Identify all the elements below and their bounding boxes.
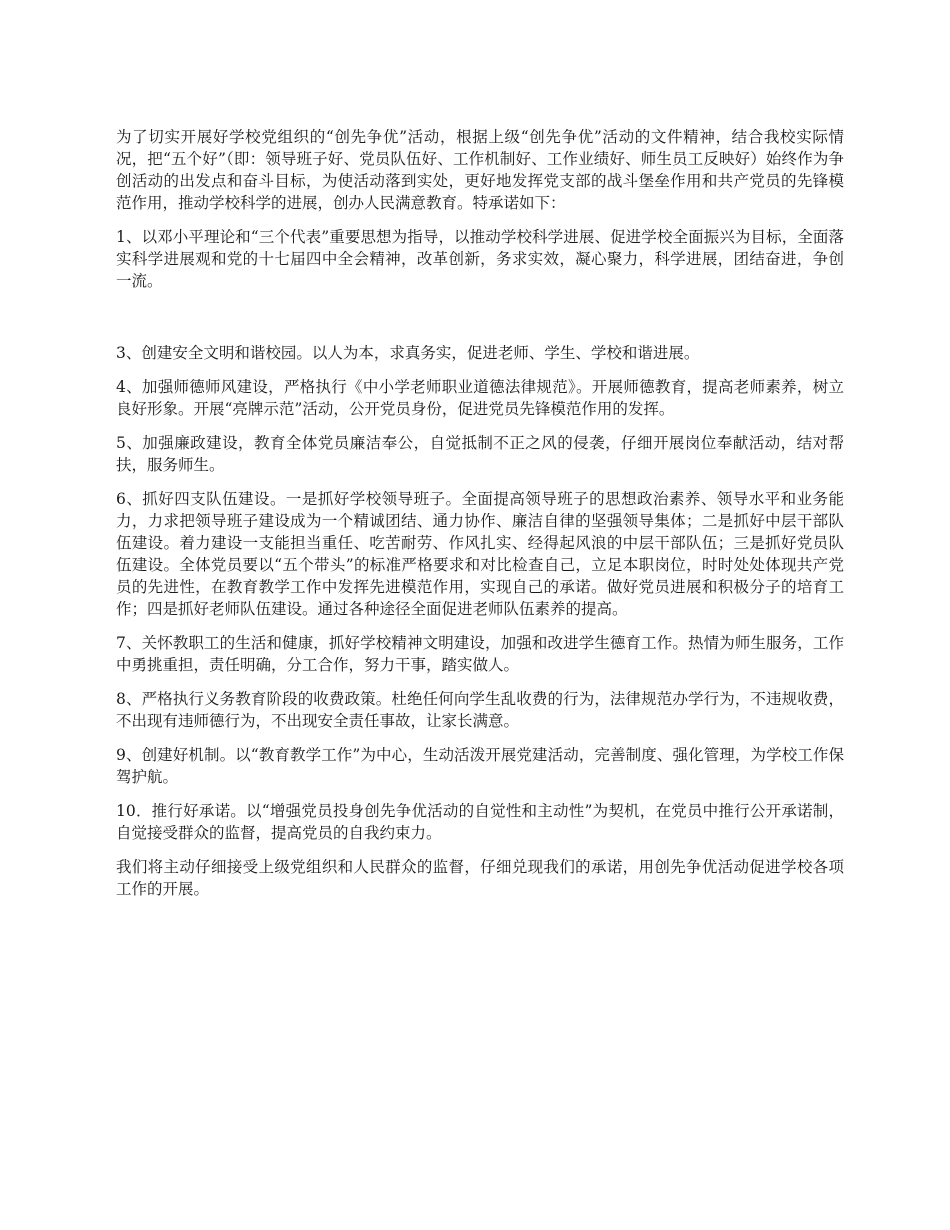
pledge-item-6: 6、抓好四支队伍建设。一是抓好学校领导班子。全面提高领导班子的思想政治素养、领导水平和业务能力，力求把领导班子建设成为一个精诚团结、通力协作、廉洁自律的坚强领导集体；二是抓好中层干部队伍建设。着力建设一支能担当重任、吃苦耐劳、作风扎实、经得起风浪的中层干部队伍；三是抓好党员队伍建设。全体党员要以“五个带头”的标准严格要求和对比检查自己，立足本职岗位，时时处处体现共产党员的先进性，在教育教学工作中发挥先进模范作用，实现自己的承诺。做好党员进展和积极分子的培育工作；四是抓好老师队伍建设。通过各种途径全面促进老师队伍素养的提高。: [116, 490, 844, 618]
pledge-item-8: 8、严格执行义务教育阶段的收费政策。杜绝任何向学生乱收费的行为，法律规范办学行为，不违规收费，不出现有违师德行为，不出现安全责任事故，让家长满意。: [116, 690, 844, 730]
pledge-item-10: 10．推行好承诺。以“增强党员投身创先争优活动的自觉性和主动性”为契机，在党员中推行公开承诺制，自觉接受群众的监督，提高党员的自我约束力。: [116, 802, 844, 842]
intro-paragraph: 为了切实开展好学校党组织的“创先争优”活动，根据上级“创先争优”活动的文件精神，结合我校实际情况，把“五个好”（即：领导班子好、党员队伍好、工作机制好、工作业绩好、师生员工反映好）始终作为争创活动的出发点和奋斗目标，为使活动落到实处，更好地发挥党支部的战斗堡垒作用和共产党员的先锋模范作用，推动学校科学的进展，创办人民满意教育。特承诺如下：: [116, 128, 844, 212]
document-body: [116, 126, 844, 912]
pledge-item-5: 5、加强廉政建设，教育全体党员廉洁奉公，自觉抵制不正之风的侵袭，仔细开展岗位奉献活动，结对帮扶，服务师生。: [116, 434, 844, 474]
closing-paragraph: 我们将主动仔细接受上级党组织和人民群众的监督，仔细兑现我们的承诺，用创先争优活动促进学校各项工作的开展。: [116, 858, 844, 898]
pledge-item-1: 1、以邓小平理论和“三个代表”重要思想为指导，以推动学校科学进展、促进学校全面振兴为目标，全面落实科学进展观和党的十七届四中全会精神，改革创新，务求实效，凝心聚力，科学进展，团结奋进，争创一流。: [116, 228, 844, 290]
blank-spacer: [116, 304, 844, 342]
pledge-item-3: 3、创建安全文明和谐校园。以人为本，求真务实，促进老师、学生、学校和谐进展。: [116, 344, 700, 362]
pledge-item-7: 7、关怀教职工的生活和健康，抓好学校精神文明建设，加强和改进学生德育工作。热情为师生服务，工作中勇挑重担，责任明确，分工合作，努力干事，踏实做人。: [116, 634, 844, 674]
pledge-item-9: 9、创建好机制。以“教育教学工作”为中心，生动活泼开展党建活动，完善制度、强化管理，为学校工作保驾护航。: [116, 746, 844, 786]
pledge-item-4: 4、加强师德师风建设，严格执行《中小学老师职业道德法律规范》。开展师德教育，提高老师素养，树立良好形象。开展“亮牌示范”活动，公开党员身份，促进党员先锋模范作用的发挥。: [116, 378, 844, 418]
